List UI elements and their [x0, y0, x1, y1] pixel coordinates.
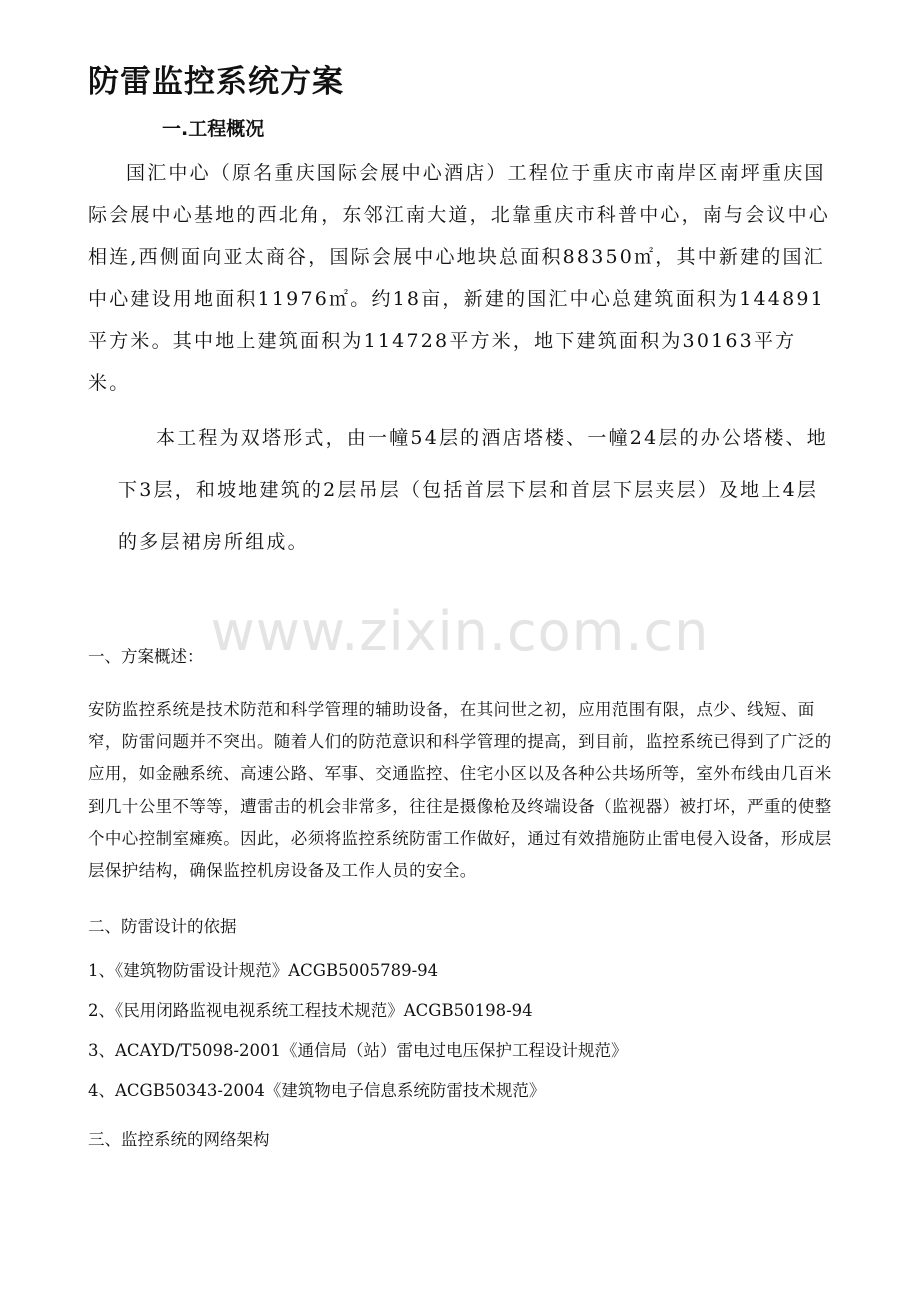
- project-description-paragraph: 国汇中心（原名重庆国际会展中心酒店）工程位于重庆市南岸区南坪重庆国际会展中心基地的西北角，东邻江南大道，北靠重庆市科普中心，南与会议中心相连,西侧面向亚太商谷，国际会展中心地块总面积88350㎡，其中新建的国汇中心建设用地面积11976㎡。约18亩，新建的国汇中心总建筑面积为144891平方米。其中地上建筑面积为114728平方米，地下建筑面积为30163平方米。: [88, 162, 831, 394]
- scheme-overview-heading: 一、方案概述：: [88, 647, 204, 666]
- tower-structure-paragraph: 本工程为双塔形式，由一幢54层的酒店塔楼、一幢24层的办公塔楼、地下3层，和坡地建筑的2层吊层（包括首层下层和首层下层夹层）及地上4层的多层裙房所组成。: [118, 427, 828, 553]
- scheme-overview-paragraph: 安防监控系统是技术防范和科学管理的辅助设备，在其问世之初，应用范围有限，点少、线短、面窄，防雷问题并不突出。随着人们的防范意识和科学管理的提高，到目前，监控系统已得到了广泛的应用，如金融系统、高速公路、军事、交通监控、住宅小区以及各种公共场所等，室外布线由几百米到几十公里不等等，遭雷击的机会非常多，往往是摄像枪及终端设备（监视器）被打坏，严重的使整个中心控制室瘫痪。因此，必须将监控系统防雷工作做好，通过有效措施防止雷电侵入设备，形成层层保护结构，确保监控机房设备及工作人员的安全。: [88, 700, 832, 881]
- design-basis-heading: 二、防雷设计的依据: [88, 917, 237, 936]
- reference-item: 3、ACAYD/T5098-2001《通信局（站）雷电过电压保护工程设计规范》: [88, 1041, 628, 1060]
- reference-item: 1、《建筑物防雷设计规范》ACGB5005789-94: [88, 961, 439, 980]
- section-heading-project-overview: 一.工程概况: [162, 118, 265, 140]
- watermark: www.zixin.com.cn: [210, 600, 710, 663]
- reference-item: 2、《民用闭路监视电视系统工程技术规范》ACGB50198-94: [88, 1001, 533, 1020]
- reference-item: 4、ACGB50343-2004《建筑物电子信息系统防雷技术规范》: [88, 1081, 546, 1100]
- document-title: 防雷监控系统方案: [88, 64, 344, 100]
- network-architecture-heading: 三、监控系统的网络架构: [88, 1130, 270, 1149]
